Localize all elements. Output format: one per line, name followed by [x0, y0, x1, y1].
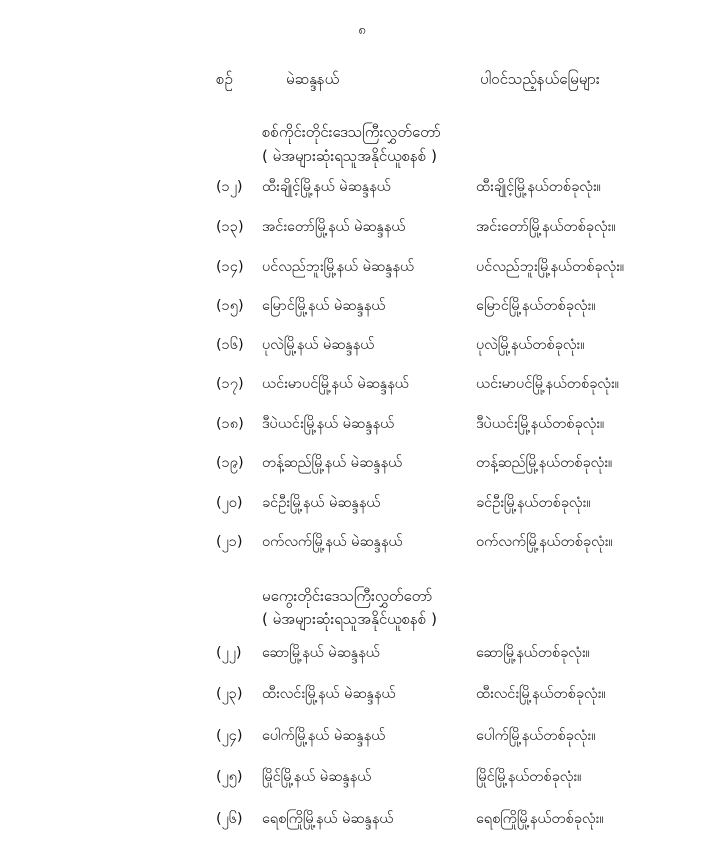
row-number: (၂၆) [216, 811, 243, 827]
table-row [0, 375, 724, 399]
constituency-name: မြောင်မြို့နယ် မဲဆန္ဒနယ် [262, 298, 386, 314]
row-number: (၂၁) [216, 534, 243, 550]
constituency-name: တန့်ဆည်မြို့နယ် မဲဆန္ဒနယ် [262, 455, 403, 471]
column-header-area: ပါဝင်သည့်နယ်မြေများ [480, 70, 600, 88]
table-row [0, 533, 724, 557]
area-description: တန့်ဆည်မြို့နယ်တစ်ခုလုံး။ [476, 455, 613, 471]
area-description: ရေစကြိုမြို့နယ်တစ်ခုလုံး။ [476, 811, 604, 827]
row-number: (၁၃) [216, 219, 244, 235]
row-number: (၁၅) [216, 298, 244, 314]
area-description: ထီးလင်းမြို့နယ်တစ်ခုလုံး။ [476, 686, 606, 702]
table-row [0, 415, 724, 439]
table-row [0, 768, 724, 792]
row-number: (၁၆) [216, 337, 244, 353]
table-row [0, 336, 724, 360]
constituency-name: ထီးချိုင့်မြို့နယ် မဲဆန္ဒနယ် [262, 179, 391, 195]
row-number: (၁၈) [216, 416, 244, 432]
section-title: မကွေးတိုင်းဒေသကြီးလွှတ်တော် [262, 587, 433, 605]
row-number: (၂၂) [216, 645, 242, 661]
row-number: (၂၄) [216, 728, 243, 744]
area-description: ထီးချိုင့်မြို့နယ်တစ်ခုလုံး။ [476, 179, 601, 195]
constituency-name: ပေါက်မြို့နယ် မဲဆန္ဒနယ် [262, 728, 386, 744]
table-row [0, 218, 724, 242]
constituency-name: ရေစကြိုမြို့နယ် မဲဆန္ဒနယ် [262, 811, 394, 827]
constituency-name: ဒီပဲယင်းမြို့နယ် မဲဆန္ဒနယ် [262, 416, 395, 432]
area-description: ဝက်လက်မြို့နယ်တစ်ခုလုံး။ [476, 534, 613, 550]
area-description: မြောင်မြို့နယ်တစ်ခုလုံး။ [476, 298, 596, 314]
constituency-name: မြိုင်မြို့နယ် မဲဆန္ဒနယ် [262, 769, 372, 785]
section-subtitle: ( မဲအများဆုံးရသူအနိုင်ယူစနစ် ) [262, 610, 437, 628]
page-number: ၈ [358, 23, 366, 38]
table-row [0, 727, 724, 751]
table-row [0, 810, 724, 834]
table-row [0, 685, 724, 709]
area-description: ခင်ဦးမြို့နယ်တစ်ခုလုံး။ [476, 495, 591, 511]
section-title: စစ်ကိုင်းတိုင်းဒေသကြီးလွှတ်တော် [262, 123, 441, 141]
constituency-name: ထီးလင်းမြို့နယ် မဲဆန္ဒနယ် [262, 686, 396, 702]
table-row [0, 258, 724, 282]
area-description: ပေါက်မြို့နယ်တစ်ခုလုံး။ [476, 728, 596, 744]
area-description: ပုလဲမြို့နယ်တစ်ခုလုံး။ [476, 337, 585, 353]
column-header-constituency: မဲဆန္ဒနယ် [286, 70, 340, 88]
row-number: (၂၀) [216, 495, 243, 511]
area-description: ယင်းမာပင်မြို့နယ်တစ်ခုလုံး။ [476, 376, 619, 392]
constituency-name: ဝက်လက်မြို့နယ် မဲဆန္ဒနယ် [262, 534, 403, 550]
constituency-name: ယင်းမာပင်မြို့နယ် မဲဆန္ဒနယ် [262, 376, 409, 392]
table-row [0, 297, 724, 321]
row-number: (၂၅) [216, 769, 243, 785]
constituency-name: ဆောမြို့နယ် မဲဆန္ဒနယ် [262, 645, 380, 661]
area-description: ဒီပဲယင်းမြို့နယ်တစ်ခုလုံး။ [476, 416, 605, 432]
constituency-name: ပုလဲမြို့နယ် မဲဆန္ဒနယ် [262, 337, 375, 353]
table-row [0, 494, 724, 518]
table-row [0, 644, 724, 668]
constituency-name: ပင်လည်ဘူးမြို့နယ် မဲဆန္ဒနယ် [262, 259, 415, 275]
row-number: (၁၄) [216, 259, 244, 275]
area-description: ဆောမြို့နယ်တစ်ခုလုံး။ [476, 645, 590, 661]
area-description: ပင်လည်ဘူးမြို့နယ်တစ်ခုလုံး။ [476, 259, 625, 275]
constituency-name: အင်းတော်မြို့နယ် မဲဆန္ဒနယ် [262, 219, 406, 235]
area-description: မြိုင်မြို့နယ်တစ်ခုလုံး။ [476, 769, 582, 785]
table-row [0, 178, 724, 202]
constituency-name: ခင်ဦးမြို့နယ် မဲဆန္ဒနယ် [262, 495, 381, 511]
section-subtitle: ( မဲအများဆုံးရသူအနိုင်ယူစနစ် ) [262, 147, 437, 165]
row-number: (၁၉) [216, 455, 244, 471]
column-header-no: စဉ် [216, 70, 233, 88]
row-number: (၁၂) [216, 179, 243, 195]
row-number: (၂၃) [216, 686, 243, 702]
table-row [0, 454, 724, 478]
row-number: (၁၇) [216, 376, 244, 392]
area-description: အင်းတော်မြို့နယ်တစ်ခုလုံး။ [476, 219, 616, 235]
